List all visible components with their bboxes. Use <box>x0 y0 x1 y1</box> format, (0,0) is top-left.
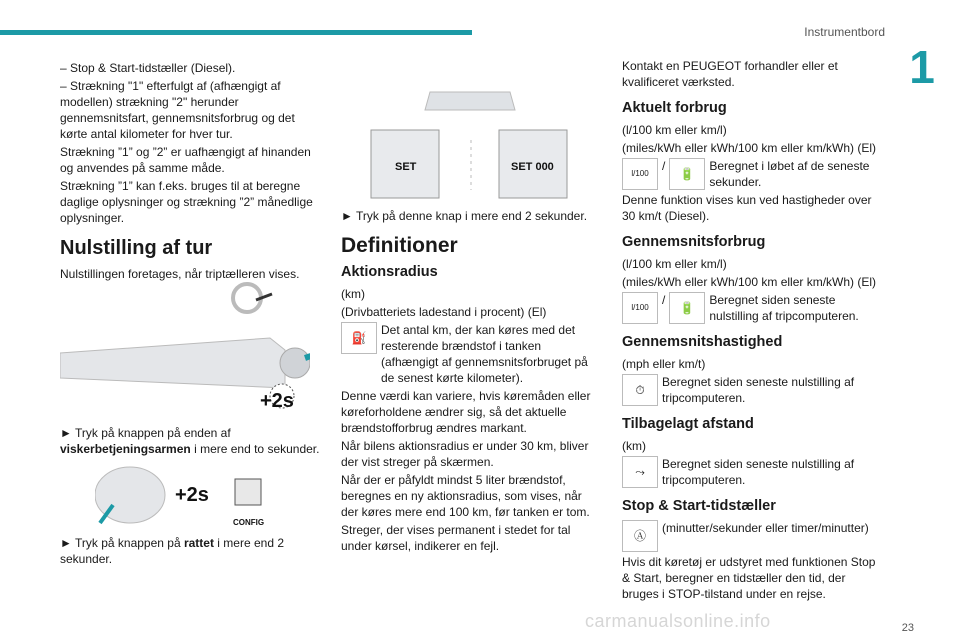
page-number: 23 <box>901 622 914 634</box>
step3: ► Tryk på denne knap i mere end 2 sekunder. <box>341 209 588 223</box>
text-line: – Stop & Start-tidstæller (Diesel). <box>60 61 236 75</box>
column-2: ► Tryk på denne knap i mere end 2 sekunder. Definitioner Aktionsradius (km) (Drivbatteriets ladestand i procent) (El) ⛽ Det antal km, der kan køres med det resterende brændstof i tanken (afhængigt af gennemsnitsforbruget på de senest kørte kilometer). Denne værdi kan variere, hvis køremåden eller køreforholdene ændrer sig, så det aktuelle brændstofforbrug ændres markant. Når bilens aktionsradius er under 30 km, bliver der vist streger på skærmen. Når der er påfyldt mindst 5 liter brændstof, beregnes en ny aktionsradius, som vises, når der køres mere end 100 km, før tanken er tom. Streger, der vises permanent i stedet for tal under kørsel, indikerer en fejl. <box>341 208 596 556</box>
text-line: Strækning ”1” kan f.eks. bruges til at beregne daglige oplysninger og strækning ”2” månedlige oplysninger. <box>60 179 313 225</box>
range-icon-row: ⛽ Det antal km, der kan køres med det resterende brændstof i tanken (afhængigt af gennemsnitsforbruget på de senest kørte kilometer). <box>341 322 596 386</box>
heading-speed: Gennemsnitshastighed <box>622 334 783 350</box>
cluster-icon <box>425 92 515 110</box>
fuel-range-icon: ⛽ <box>341 322 377 354</box>
step2: ► Tryk på knappen på rattet i mere end 2 sekunder. <box>60 536 285 566</box>
wiper-stalk-illustration <box>60 278 310 413</box>
hold-label: +2s <box>260 390 294 412</box>
heading-reset: Nulstilling af tur <box>60 237 213 259</box>
stalk-icon <box>256 294 272 300</box>
text-line: Strækning ”1” og ”2” er uafhængigt af hinanden og anvendes på samme måde. <box>60 145 311 175</box>
steering-wheel-icon <box>233 284 261 312</box>
column-1 <box>60 60 320 284</box>
fuel-consumption-icon: l/100 <box>622 158 658 190</box>
heading-average: Gennemsnitsforbrug <box>622 234 766 250</box>
step1: ► Tryk på knappen på enden af viskerbetjeningsarmen i mere end to sekunder. <box>60 426 320 456</box>
heading-current: Aktuelt forbrug <box>622 100 727 116</box>
heading-stop-start: Stop & Start-tidstæller <box>622 498 776 514</box>
text-line: – Strækning "1" efterfulgt af (afhængigt af modellen) strækning "2" herunder gennemsnitsfart, gennemsnitsforbrug og det kørte antal kilometer for hver tur. <box>60 79 295 141</box>
distance-icon: ⤳ <box>622 456 658 488</box>
heading-range: Aktionsradius <box>341 264 438 280</box>
config-button-icon <box>235 479 261 505</box>
average-speed-icon: ⏱ <box>622 374 658 406</box>
section-title: Instrumentbord <box>804 25 885 39</box>
stalk-body <box>60 338 285 388</box>
heading-definitions: Definitioner <box>341 234 458 257</box>
hold-label: +2s <box>175 484 209 506</box>
set-label-left: SET <box>395 161 417 173</box>
column-3: Kontakt en PEUGEOT forhandler eller et kvalificeret værksted. Aktuelt forbrug (l/100 km eller km/l) (miles/kWh eller kWh/100 km eller km/kWh) (El) l/100 / 🔋 Beregnet i løbet af de seneste sekunder. Denne funktion vises kun ved hastigheder over 30 km/t (Diesel). Gennemsnitsforbrug (l/100 km eller km/l) (miles/kWh eller kWh/100 km eller km/kWh) (El) l/100 / 🔋 Beregnet siden seneste nulstilling af tripcomputeren. Gennemsnitshastighed (mph eller km/t) ⏱ Beregnet siden seneste nulstilling af tripcomputeren. Tilbagelagt afstand (km) ⤳ Beregnet siden seneste nulstilling af tripcomputeren. Stop & Start-tidstæller Ⓐ (minutter/sekunder eller timer/minutter) Hvis dit køretøj er udstyret med funktionen Stop & Start, beregner en tidstæller den tid, der bruges i STOP-tilstand under en rejse. <box>622 58 884 604</box>
instrument-display-illustration <box>365 80 575 200</box>
battery-icon: 🔋 <box>669 292 705 324</box>
reset-intro: Nulstillingen foretages, når triptælleren vises. <box>60 267 300 281</box>
chapter-number: 1 <box>909 41 935 93</box>
header-bar <box>0 30 472 35</box>
steering-wheel-illustration <box>95 465 275 530</box>
battery-icon: 🔋 <box>669 158 705 190</box>
fuel-consumption-icon: l/100 <box>622 292 658 324</box>
eco-timer-icon: Ⓐ <box>622 520 658 552</box>
set-label-right: SET 000 <box>511 161 554 173</box>
config-label: CONFIG <box>233 518 265 527</box>
heading-distance: Tilbagelagt afstand <box>622 416 754 432</box>
watermark: carmanualsonline.info <box>585 611 771 631</box>
